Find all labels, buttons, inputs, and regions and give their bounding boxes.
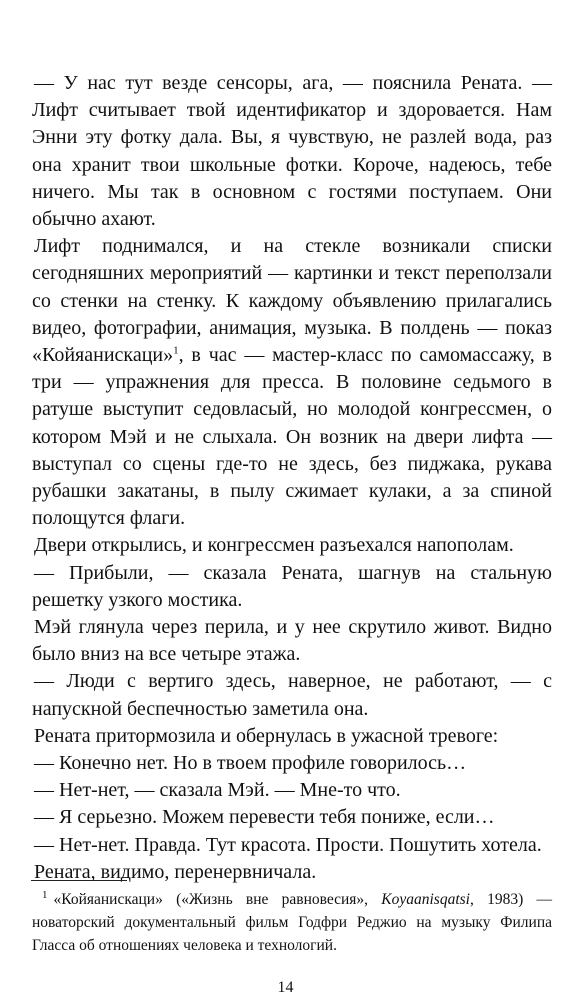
paragraph-3: Двери открылись, и конгрессмен разъехался напополам. xyxy=(34,534,514,557)
main-text xyxy=(32,70,552,886)
footnote-marker: 1 xyxy=(42,888,48,901)
footnote-divider xyxy=(31,880,127,881)
paragraph-11: — Нет-нет. Правда. Тут красота. Прости. Пошутить хотела. xyxy=(34,833,542,856)
paragraph-9: — Нет-нет, — сказала Мэй. — Мне-то что. xyxy=(34,779,401,802)
paragraph-7: Рената притормозила и обернулась в ужасной тревоге: xyxy=(34,724,499,747)
footnote xyxy=(32,888,552,957)
page-number: 14 xyxy=(277,979,294,996)
paragraph-2-rest: , в час — мастер-класс по самомассажу, в три — упражнения для пресса. В половине седьмого в ратуше выступит седовласый, но молодой конгрессмен, о котором Мэй и не слыхала. Он возник на двери лифта — выступал со сцены где-то не здесь, без пиджака, рукава рубашки закатаны, в пылу сжимает кулаки, а за спиной полощутся флаги. xyxy=(32,344,552,530)
footnote-title-original: Koyaanisqatsi xyxy=(381,891,470,908)
paragraph-2 xyxy=(32,233,552,532)
paragraph-4: — Прибыли, — сказала Рената, шагнув на стальную решетку узкого мостика. xyxy=(32,561,552,611)
paragraph-2-start: Лифт поднимался, и на стекле возникали списки сегодняшних мероприятий — картинки и текст переползали со стенки на стенку. К каждому объявлению прилагались видео, фотографии, анимация, музыка. В полдень — показ «Койяанискаци» xyxy=(32,235,552,367)
paragraph-1: — У нас тут везде сенсоры, ага, — пояснила Рената. — Лифт считывает твой идентификатор и здоровается. Нам Энни эту фотку дала. Вы, я чувствую, не разлей вода, раз она хранит твои школьные фотки. Короче, надеюсь, тебе ничего. Мы так в основном с гостями поступаем. Они обычно ахают. xyxy=(32,72,552,231)
paragraph-6: — Люди с вертиго здесь, наверное, не работают, — с напускной беспечностью заметила она. xyxy=(32,670,552,720)
footnote-title: «Койяанискаци» («Жизнь вне равновесия», xyxy=(53,891,382,908)
footnote-text: , 1983) — новаторский документальный фильм Годфри Реджио на музыку Филипа Гласса об отношениях человека и технологий. xyxy=(32,891,552,954)
paragraph-10: — Я серьезно. Можем перевести тебя пониже, если… xyxy=(34,806,495,829)
paragraph-12: Рената, видимо, перенервничала. xyxy=(34,860,317,883)
footnote-reference[interactable]: 1 xyxy=(173,344,179,357)
paragraph-8: — Конечно нет. Но в твоем профиле говорилось… xyxy=(34,752,467,775)
paragraph-5: Мэй глянула через перила, и у нее скрутило живот. Видно было вниз на все четыре этажа. xyxy=(32,616,552,666)
